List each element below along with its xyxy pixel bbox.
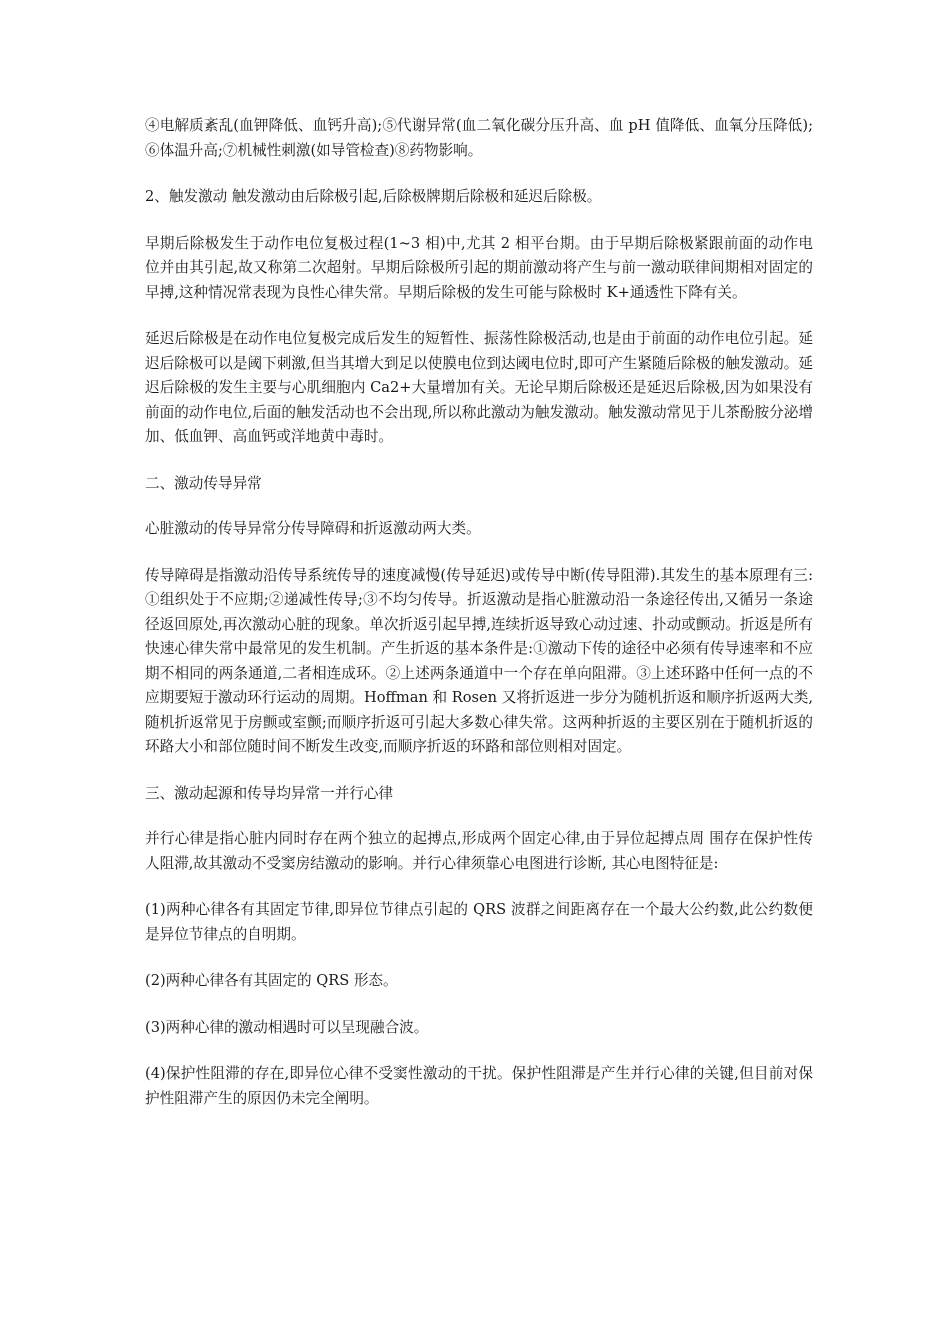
paragraph-conduction-intro: 心脏激动的传导异常分传导障碍和折返激动两大类。 [145, 520, 481, 537]
paragraph-delayed-afterdepolarization: 延迟后除极是在动作电位复极完成后发生的短暂性、振荡性除极活动,也是由于前面的动作电位引起。延迟后除极可以是阈下刺激,但当其增大到足以使膜电位到达阈电位时,即可产生紧随后除极的触发激动。延迟后除极的发生主要与心肌细胞内 Ca2+大量增加有关。无论早期后除极还是延迟后除极,因为如果没有前面的动作电位,后面的触发活动也不会出现,所以称此激动为触发激动。触发激动常见于儿茶酚胺分泌增加、低血钾、高血钙或洋地黄中毒时。 [145, 330, 813, 445]
list-item-feature-1: (1)两种心律各有其固定节律,即异位节律点引起的 QRS 波群之间距离存在一个最大公约数,此公约数便是异位节律点的自明期。 [145, 901, 813, 943]
document-body [145, 114, 813, 1133]
section-heading-conduction: 二、激动传导异常 [145, 474, 262, 492]
paragraph-triggered-activity: 2、触发激动 触发激动由后除极引起,后除极牌期后除极和延迟后除极。 [145, 188, 602, 205]
section-heading-parasystole: 三、激动起源和传导均异常一并行心律 [145, 784, 394, 802]
paragraph-electrolyte-causes: ④电解质紊乱(血钾降低、血钙升高);⑤代谢异常(血二氧化碳分压升高、血 pH 值降低、血氧分压降低);⑥体温升高;⑦机械性刺激(如导管检查)⑧药物影响。 [145, 117, 813, 159]
paragraph-parasystole-definition: 并行心律是指心脏内同时存在两个独立的起搏点,形成两个固定心律,由于异位起搏点周 围存在保护性传人阻滞,故其激动不受窦房结激动的影响。并行心律须靠心电图进行诊断, 其心电图特征是: [145, 830, 813, 872]
list-item-feature-2: (2)两种心律各有其固定的 QRS 形态。 [145, 972, 398, 989]
list-item-feature-4: (4)保护性阻滞的存在,即异位心律不受窦性激动的干扰。保护性阻滞是产生并行心律的关键,但目前对保护性阻滞产生的原因仍未完全阐明。 [145, 1065, 813, 1107]
paragraph-early-afterdepolarization: 早期后除极发生于动作电位复极过程(1~3 相)中,尤其 2 相平台期。由于早期后除极紧跟前面的动作电位并由其引起,故又称第二次超射。早期后除极所引起的期前激动将产生与前一激动联律间期相对固定的早搏,这种情况常表现为良性心律失常。早期后除极的发生可能与除极时 K+通透性下降有关。 [145, 234, 813, 301]
paragraph-conduction-reentry: 传导障碍是指激动沿传导系统传导的速度减慢(传导延迟)或传导中断(传导阻滞).其发生的基本原理有三:①组织处于不应期;②递减性传导;③不均匀传导。折返激动是指心脏激动沿一条途径传出,又循另一条途径返回原处,再次激动心脏的现象。单次折返引起早搏,连续折返导致心动过速、扑动或颤动。折返是所有快速心律失常中最常见的发生机制。产生折返的基本条件是:①激动下传的途径中必须有传导速率和不应期不相同的两条通道,二者相连成环。②上述两条通道中一个存在单向阻滞。③上述环路中任何一点的不应期要短于激动环行运动的周期。Hoffman 和 Rosen 又将折返进一步分为随机折返和顺序折返两大类,随机折返常见于房颤或室颤;而顺序折返可引起大多数心律失常。这两种折返的主要区别在于随机折返的环路大小和部位随时间不断发生改变,而顺序折返的环路和部位则相对固定。 [145, 566, 813, 755]
list-item-feature-3: (3)两种心律的激动相遇时可以呈现融合波。 [145, 1018, 429, 1036]
